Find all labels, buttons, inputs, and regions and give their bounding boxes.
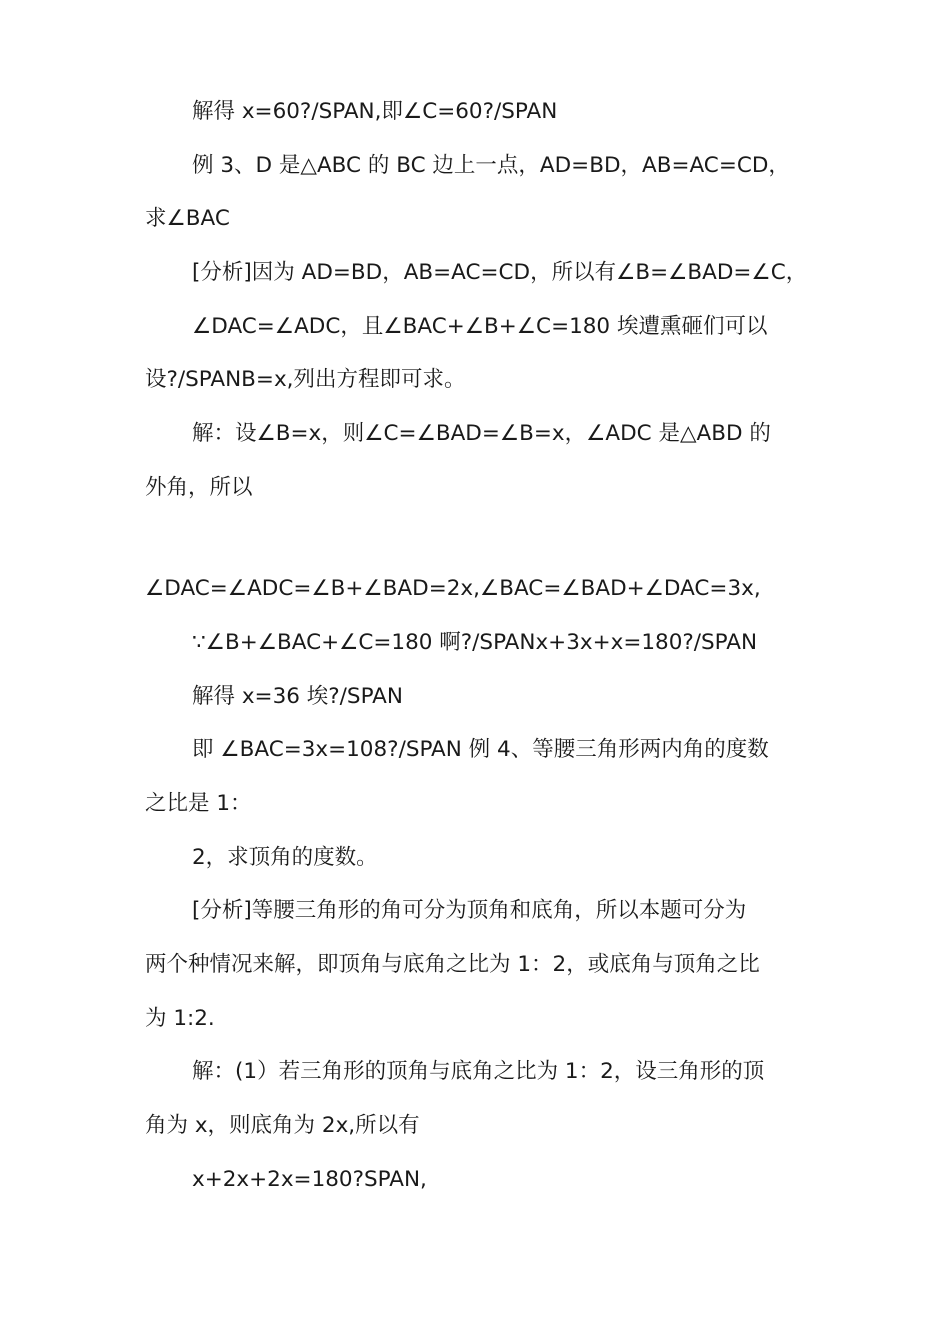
text-line-5: ∠DAC=∠ADC，且∠BAC+∠B+∠C=180 埃遭熏砸们可以 <box>192 314 768 339</box>
text-line-8: 外角，所以 <box>145 475 253 500</box>
text-line-15: [分析]等腰三角形的角可分为顶角和底角，所以本题可分为 <box>192 898 747 923</box>
text-line-12: 即 ∠BAC=3x=108?/SPAN 例 4、等腰三角形两内角的度数 <box>192 737 769 762</box>
text-line-10: ∵∠B+∠BAC+∠C=180 啊?/SPANx+3x+x=180?/SPAN <box>192 630 758 655</box>
text-line-20: x+2x+2x=180?SPAN, <box>192 1167 427 1192</box>
text-line-17: 为 1:2. <box>145 1006 215 1031</box>
text-line-7: 解：设∠B=x，则∠C=∠BAD=∠B=x，∠ADC 是△ABD 的 <box>192 421 771 446</box>
text-line-11: 解得 x=36 埃?/SPAN <box>192 684 403 709</box>
text-line-6: 设?/SPANB=x,列出方程即可求。 <box>145 367 466 392</box>
text-line-18: 解：(1）若三角形的顶角与底角之比为 1：2，设三角形的顶 <box>192 1059 765 1084</box>
text-line-1: 解得 x=60?/SPAN,即∠C=60?/SPAN <box>192 99 558 124</box>
text-line-16: 两个种情况来解，即顶角与底角之比为 1：2，或底角与顶角之比 <box>145 952 760 977</box>
text-line-4: [分析]因为 AD=BD，AB=AC=CD，所以有∠B=∠BAD=∠C， <box>192 260 808 285</box>
text-line-9: ∠DAC=∠ADC=∠B+∠BAD=2x,∠BAC=∠BAD+∠DAC=3x, <box>145 576 761 601</box>
text-line-13: 之比是 1： <box>145 791 252 816</box>
text-line-19: 角为 x，则底角为 2x,所以有 <box>145 1113 420 1138</box>
text-line-2: 例 3、D 是△ABC 的 BC 边上一点，AD=BD，AB=AC=CD， <box>192 153 790 178</box>
text-line-14: 2，求顶角的度数。 <box>192 845 378 870</box>
text-line-3: 求∠BAC <box>145 206 230 231</box>
